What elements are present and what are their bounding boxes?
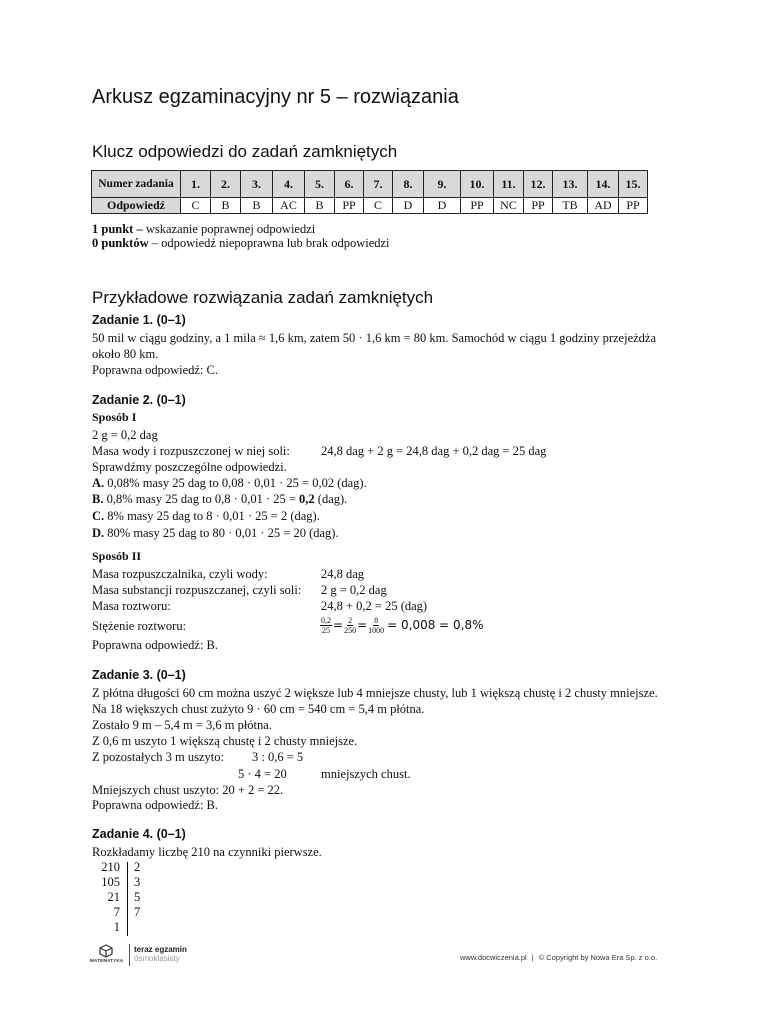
task-3-line: 3 : 0,6 = 5: [252, 750, 304, 764]
task-2-line: 24,8 dag: [321, 567, 365, 581]
footer-url: [460, 953, 657, 962]
task-2-line: 24,8 dag + 2 g = 24,8 dag + 0,2 dag = 25 dag: [321, 444, 547, 458]
scoring-zero-points-text: – odpowiedź niepoprawna lub brak odpowiedzi: [148, 236, 390, 250]
task-1-line: 50 mil w ciągu godziny, a 1 mila ≈ 1,6 km, zatem 50 · 1,6 km = 80 km. Samochód w ciągu 1 godziny przejeżdża: [92, 331, 657, 345]
answer-cell: AC: [273, 198, 305, 214]
option-c-letter: C.: [92, 509, 105, 523]
option-b-letter: B.: [92, 492, 104, 506]
task-3-line: Z 0,6 m uszyto 1 większą chustę i 2 chusty mniejsze.: [92, 734, 358, 748]
option-c: [92, 508, 320, 524]
task-number-cell: 9.: [424, 171, 461, 198]
answer-key-table: [91, 170, 648, 214]
task-2-line: Sprawdźmy poszczególne odpowiedzi.: [92, 460, 287, 474]
task-3-line: Z pozostałych 3 m uszyto:: [92, 750, 224, 764]
option-a-text: 0,08% masy 25 dag to 0,08 · 0,01 · 25 = 0,02 (dag).: [104, 476, 367, 490]
task-number-cell: 4.: [273, 171, 305, 198]
fraction: [320, 616, 332, 635]
task-2-line: Masa roztworu:: [92, 599, 171, 613]
task-3-answer: Poprawna odpowiedź: B.: [92, 798, 219, 812]
option-b-unit: (dag).: [314, 492, 348, 506]
answer-cell: TB: [553, 198, 588, 214]
option-b-text: 0,8% masy 25 dag to 0,8 · 0,01 · 25 =: [103, 492, 300, 506]
task-number-cell: 6.: [335, 171, 364, 198]
task-3-line: Zostało 9 m – 5,4 m = 3,6 m płótna.: [92, 718, 272, 732]
scoring-zero-points: [92, 235, 390, 251]
fraction-numerator: 0,2: [321, 615, 331, 625]
task-number-cell: 14.: [588, 171, 619, 198]
task-2-line: 2 g = 0,2 dag: [92, 428, 158, 442]
option-c-text: 8% masy 25 dag to 8 · 0,01 · 25 = 2 (dag).: [104, 509, 320, 523]
fraction-denominator: 25: [322, 625, 330, 635]
task-number-label: Numer zadania: [92, 171, 181, 198]
answer-cell: PP: [335, 198, 364, 214]
scoring-zero-points-bold: 0 punktów: [92, 236, 149, 250]
task-number-cell: 11.: [494, 171, 524, 198]
answer-cell: PP: [524, 198, 553, 214]
task-number-cell: 10.: [461, 171, 494, 198]
prime-factor: 7: [134, 905, 141, 919]
method-1-label: Sposób I: [92, 410, 137, 424]
fraction-numerator: 8: [374, 615, 379, 625]
page-title: Arkusz egzaminacyjny nr 5 – rozwiązania: [92, 86, 459, 108]
factor-dividend: 7: [113, 905, 120, 919]
answer-cell: B: [305, 198, 335, 214]
answer-cell: PP: [461, 198, 494, 214]
task-2-line: Stężenie roztworu:: [92, 619, 187, 633]
task-4-line: Rozkładamy liczbę 210 na czynniki pierwsze.: [92, 845, 322, 859]
answer-cell: NC: [494, 198, 524, 214]
fraction-denominator: 250: [344, 625, 357, 635]
scoring-one-point-bold: 1 punkt –: [92, 222, 143, 236]
option-a: [92, 475, 367, 491]
answer-cell: AD: [588, 198, 619, 214]
task-3-heading: Zadanie 3. (0–1): [92, 668, 186, 682]
answer-cell: PP: [619, 198, 648, 214]
equals-sign: =: [357, 618, 368, 632]
factor-dividend: 1: [113, 920, 120, 934]
factor-dividend: 21: [107, 890, 120, 904]
task-number-cell: 12.: [524, 171, 553, 198]
option-a-letter: A.: [92, 476, 105, 490]
task-3-line: 5 · 4 = 20: [238, 767, 287, 781]
solutions-heading: Przykładowe rozwiązania zadań zamkniętych: [92, 288, 434, 307]
formula-result: = 0,008 = 0,8%: [387, 618, 484, 632]
option-d-letter: D.: [92, 526, 105, 540]
option-b: [92, 491, 347, 507]
task-3-line: Z płótna długości 60 cm można uszyć 2 większe lub 4 mniejsze chusty, lub 1 większą chustę i 2 chusty mniejsze.: [92, 686, 658, 700]
task-2-line: 24,8 + 0,2 = 25 (dag): [321, 599, 428, 613]
answer-cell: D: [424, 198, 461, 214]
footer-separator: |: [531, 953, 534, 962]
factor-dividend: 105: [101, 875, 120, 889]
task-2-line: Masa wody i rozpuszczonej w niej soli:: [92, 444, 290, 458]
brand-subtitle: ósmoklasisty: [134, 954, 180, 963]
prime-factor: 3: [134, 875, 141, 889]
option-d: [92, 525, 339, 541]
task-3-line: mniejszych chust.: [321, 767, 411, 781]
task-number-cell: 5.: [305, 171, 335, 198]
factor-dividend: 210: [101, 860, 120, 874]
task-3-line: Na 18 większych chust zużyto 9 · 60 cm = 540 cm = 5,4 m płótna.: [92, 702, 425, 716]
task-2-answer: Poprawna odpowiedź: B.: [92, 638, 219, 652]
option-d-text: 80% masy 25 dag to 80 · 0,01 · 25 = 20 (dag).: [104, 526, 339, 540]
task-number-cell: 1.: [181, 171, 211, 198]
answer-cell: C: [181, 198, 211, 214]
answer-cell: B: [241, 198, 273, 214]
task-number-cell: 2.: [211, 171, 241, 198]
subject-label: MATEMATYKA: [90, 958, 124, 963]
task-1-heading: Zadanie 1. (0–1): [92, 313, 186, 327]
fraction-numerator: 2: [348, 615, 353, 625]
option-b-value: 0,2: [299, 492, 315, 506]
task-number-cell: 7.: [364, 171, 393, 198]
footer-divider: [129, 944, 130, 966]
task-2-line: Masa rozpuszczalnika, czyli wody:: [92, 567, 268, 581]
task-2-line: 2 g = 0,2 dag: [321, 583, 387, 597]
fraction: [368, 616, 384, 635]
prime-factor: 2: [134, 860, 141, 874]
concentration-formula: [319, 613, 484, 637]
footer-url-text: www.docwiczenia.pl: [460, 953, 527, 962]
method-2-label: Sposób II: [92, 549, 142, 563]
cube-logo-icon: [98, 944, 114, 958]
answer-cell: D: [393, 198, 424, 214]
task-1-answer: Poprawna odpowiedź: C.: [92, 363, 219, 377]
fraction-denominator: 1000: [368, 625, 385, 635]
task-number-row: [92, 171, 648, 198]
answer-label: Odpowiedź: [92, 198, 181, 214]
task-1-line: około 80 km.: [92, 347, 159, 361]
answer-cell: B: [211, 198, 241, 214]
brand-name: teraz egzamin: [134, 945, 187, 954]
task-number-cell: 13.: [553, 171, 588, 198]
footer-copyright: © Copyright by Nowa Era Sp. z o.o.: [538, 953, 658, 962]
equals-sign: =: [333, 618, 344, 632]
scoring-one-point-text: wskazanie poprawnej odpowiedzi: [142, 222, 316, 236]
task-2-line: Masa substancji rozpuszczanej, czyli soli:: [92, 583, 302, 597]
task-4-heading: Zadanie 4. (0–1): [92, 827, 186, 841]
task-2-heading: Zadanie 2. (0–1): [92, 393, 186, 407]
prime-factor: 5: [134, 890, 141, 904]
task-number-cell: 15.: [619, 171, 648, 198]
answer-row: [92, 198, 648, 214]
page-footer: [88, 944, 688, 968]
task-number-cell: 3.: [241, 171, 273, 198]
task-3-line: Mniejszych chust uszyto: 20 + 2 = 22.: [92, 783, 284, 797]
factorization-divider: [127, 862, 128, 936]
answer-cell: C: [364, 198, 393, 214]
task-number-cell: 8.: [393, 171, 424, 198]
fraction: [344, 616, 356, 635]
answer-key-heading: Klucz odpowiedzi do zadań zamkniętych: [92, 142, 398, 161]
